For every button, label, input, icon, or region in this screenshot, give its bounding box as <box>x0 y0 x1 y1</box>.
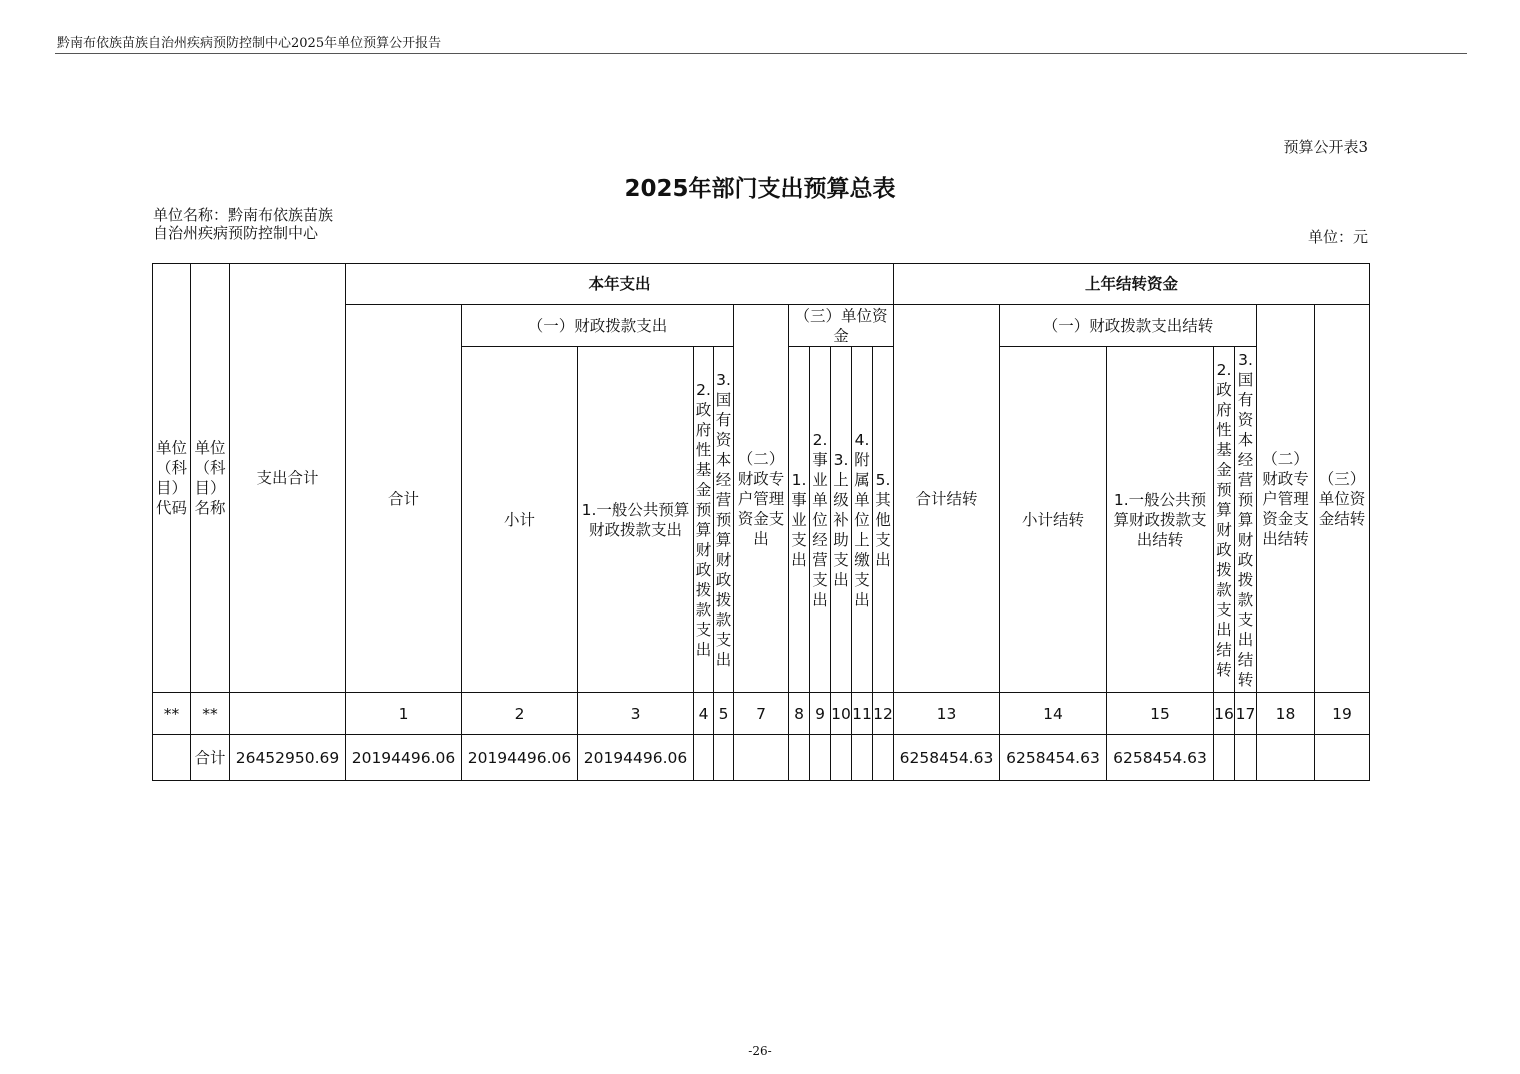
total-cell <box>734 735 789 781</box>
cy-u3-header: 3.上级补助支出 <box>831 347 852 693</box>
index-cell: 9 <box>810 693 831 735</box>
total-cell <box>789 735 810 781</box>
total-cell <box>1315 735 1370 781</box>
total-cell: 26452950.69 <box>230 735 346 781</box>
py-special-header: （二）财政专户管理资金支出结转 <box>1257 305 1315 693</box>
cy-general-header: 1.一般公共预算财政拨款支出 <box>578 347 694 693</box>
index-cell: 5 <box>714 693 734 735</box>
total-cell: 6258454.63 <box>1000 735 1107 781</box>
total-row <box>153 735 1370 781</box>
py-subtotal-header: 小计结转 <box>1000 347 1107 693</box>
total-cell: 20194496.06 <box>346 735 462 781</box>
total-cell <box>852 735 873 781</box>
index-cell: ** <box>191 693 230 735</box>
py-unit-header: （三）单位资金结转 <box>1315 305 1370 693</box>
index-cell: 7 <box>734 693 789 735</box>
index-cell: ** <box>153 693 191 735</box>
expenditure-budget-table <box>152 263 1370 781</box>
page-number: -26- <box>748 1044 772 1058</box>
cy-u1-header: 1.事业支出 <box>789 347 810 693</box>
index-cell: 12 <box>873 693 894 735</box>
running-header: 黔南布依族苗族自治州疾病预防控制中心2025年单位预算公开报告 <box>57 36 442 51</box>
total-cell: 20194496.06 <box>578 735 694 781</box>
total-cell <box>153 735 191 781</box>
index-cell: 11 <box>852 693 873 735</box>
cy-u5-header: 5.其他支出 <box>873 347 894 693</box>
total-row-label: 合计 <box>191 735 230 781</box>
col-total-header: 支出合计 <box>230 264 346 693</box>
total-cell <box>1257 735 1315 781</box>
total-cell: 20194496.06 <box>462 735 578 781</box>
cy-u4-header: 4.附属单位上缴支出 <box>852 347 873 693</box>
index-cell: 3 <box>578 693 694 735</box>
py-gov-fund-header: 2.政府性基金预算财政拨款支出结转 <box>1214 347 1235 693</box>
cy-fiscal-group: （一）财政拨款支出 <box>462 305 734 347</box>
index-row <box>153 693 1370 735</box>
index-cell: 13 <box>894 693 1000 735</box>
total-cell <box>1235 735 1257 781</box>
currency-label: 单位：元 <box>1307 228 1368 246</box>
index-cell: 17 <box>1235 693 1257 735</box>
cy-special-header: （二）财政专户管理资金支出 <box>734 305 789 693</box>
index-cell: 1 <box>346 693 462 735</box>
cy-state-capital-header: 3.国有资本经营预算财政拨款支出 <box>714 347 734 693</box>
total-cell <box>831 735 852 781</box>
total-cell: 6258454.63 <box>1107 735 1214 781</box>
current-year-group: 本年支出 <box>346 264 894 305</box>
index-cell <box>230 693 346 735</box>
cy-gov-fund-header: 2.政府性基金预算财政拨款支出 <box>694 347 714 693</box>
index-cell: 14 <box>1000 693 1107 735</box>
cy-unit-funds-group: （三）单位资金 <box>789 305 894 347</box>
index-cell: 2 <box>462 693 578 735</box>
col-unit-code-header: 单位（科目）代码 <box>153 264 191 693</box>
index-cell: 15 <box>1107 693 1214 735</box>
total-cell <box>873 735 894 781</box>
index-cell: 18 <box>1257 693 1315 735</box>
cy-subtotal-header: 小计 <box>462 347 578 693</box>
header-rule <box>55 53 1467 54</box>
py-general-header: 1.一般公共预算财政拨款支出结转 <box>1107 347 1214 693</box>
index-cell: 10 <box>831 693 852 735</box>
page-title: 2025年部门支出预算总表 <box>624 176 896 202</box>
index-cell: 16 <box>1214 693 1235 735</box>
form-number: 预算公开表3 <box>1283 138 1368 156</box>
index-cell: 19 <box>1315 693 1370 735</box>
unit-name-label: 单位名称：黔南布依族苗族自治州疾病预防控制中心 <box>153 206 334 242</box>
total-cell <box>1214 735 1235 781</box>
total-cell <box>810 735 831 781</box>
prior-year-group: 上年结转资金 <box>894 264 1370 305</box>
cy-u2-header: 2.事业单位经营支出 <box>810 347 831 693</box>
py-state-capital-header: 3.国有资本经营预算财政拨款支出结转 <box>1235 347 1257 693</box>
py-total-header: 合计结转 <box>894 305 1000 693</box>
index-cell: 8 <box>789 693 810 735</box>
cy-total-header: 合计 <box>346 305 462 693</box>
py-fiscal-group: （一）财政拨款支出结转 <box>1000 305 1257 347</box>
total-cell <box>694 735 714 781</box>
total-cell: 6258454.63 <box>894 735 1000 781</box>
col-unit-name-header: 单位（科目）名称 <box>191 264 230 693</box>
total-cell <box>714 735 734 781</box>
index-cell: 4 <box>694 693 714 735</box>
